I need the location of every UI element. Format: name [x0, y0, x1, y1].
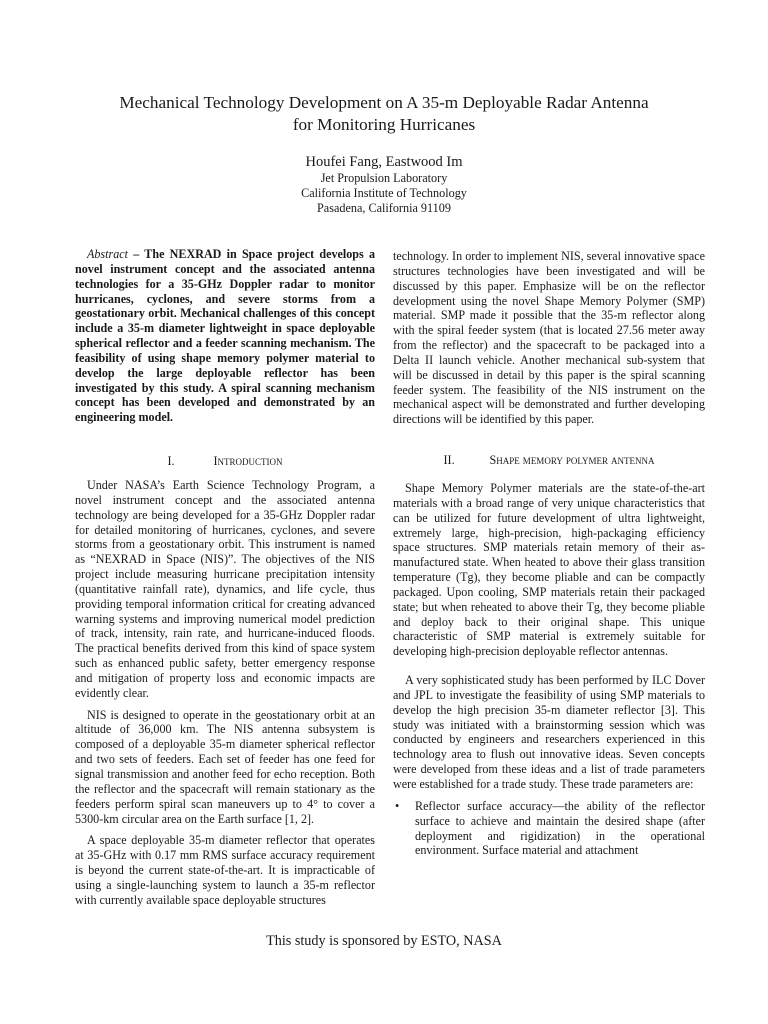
- body-paragraph: Shape Memory Polymer materials are the state-of-the-art materials with a broad range of very unique characteristics that can be utilized for future development of ultra lightweight, extremely large, high-precision, high-packaging efficiency space structures. SMP materials retain memory of their as-manufactured state. When heated to above their glass transition temperature (Tg), they become pliable and can be compactly packaged. Upon cooling, SMP materials retain their packaged state; but when reheated to above their Tg, they become pliable and deploy back to their original shape. This unique characteristic of SMP material is extremely suitable for developing high-precision deployable reflector antennas.: [393, 480, 705, 659]
- list-item: [393, 799, 705, 858]
- abstract-dash: –: [127, 247, 145, 261]
- title-line-2: for Monitoring Hurricanes: [292, 114, 476, 134]
- affiliation-line: Pasadena, California 91109: [317, 200, 451, 215]
- section-number: II.: [443, 453, 455, 468]
- list-item-text: Reflector surface accuracy—the ability of the reflector surface to achieve and maintain the desired shape (after deployment and rigidization) in the operational environment. Surface material and attachment: [415, 798, 705, 858]
- body-paragraph: technology. In order to implement NIS, several innovative space structures technologies have been investigated and will be discussed by this paper. Emphasize will be on the reflector development using the novel Shape Memory Polymer (SMP) material. SMP made it possible that the 35-m reflector along with the spiral feeder system (that is located 27.56 meter away from the reflector) and the spacecraft to be packaged into a Delta II launch vehicle. Another mechanical sub-system that will be discussed in detail by this paper is the spiral scanning feeder system. The feasibility of the NIS instrument on the mechanical aspect will be demonstrated and further developing directions will be identified by this paper.: [393, 249, 705, 427]
- abstract-text: The NEXRAD in Space project develops a novel instrument concept and the associated antenna technologies for a 35-GHz Doppler radar to monitor hurricanes, cyclones, and severe storms from a geostationary orbit. Mechanical challenges of this concept include a 35-m diameter lightweight in space deployable spherical reflector and a feeder scanning mechanism. The feasibility of using shape memory polymer material to develop the large deployable reflector has been investigated by this study. A spiral scanning mechanism concept has been developed and demonstrated by an engineering model.: [75, 247, 375, 425]
- body-paragraph: Under NASA’s Earth Science Technology Program, a novel instrument concept and the associated antenna technology are being developed for a 35-GHz Doppler radar for detailed monitoring of hurricanes, cyclones, and severe storms from a geostationary orbit. This instrument is named as “NEXRAD in Space (NIS)”. The objectives of the NIS project include measuring hurricane precipitation intensity (quantitative rainfall rate), dynamics, and life cycle, thus providing temporal information critical for creating advanced warning systems and improving numerical model prediction of track, intensity, rain rate, and hurricane-induced floods. The practical benefits derived from this kind of space system such as enhanced public safety, better emergency response and mitigation of property loss and economic impacts are evidently clear.: [75, 477, 375, 700]
- affiliation-line: Jet Propulsion Laboratory: [320, 171, 448, 185]
- section-number: I.: [167, 454, 175, 469]
- body-paragraph: A very sophisticated study has been performed by ILC Dover and JPL to investigate the feasibility of using SMP materials to develop the high precision 35-m diameter reflector [3]. This study was initiated with a brainstorming session which was conducted by engineers and researchers experienced in this technology area to flush out innovative ideas. Seven concepts were developed from these ideas and a list of trade parameters were established for a trade study. These trade parameters are:: [393, 673, 705, 791]
- section-title: Shape memory polymer antenna: [489, 453, 655, 468]
- paper-title: [64, 92, 704, 135]
- sponsor-footnote: This study is sponsored by ESTO, NASA: [266, 933, 502, 949]
- section-heading-smp: [393, 453, 705, 468]
- body-paragraph: A space deployable 35-m diameter reflector that operates at 35-GHz with 0.17 mm RMS surface accuracy requirement is beyond the current state-of-the-art. It is impracticable of using a single-launching system to launch a 35-m reflector with currently available space deployable structures: [75, 833, 375, 907]
- abstract-lead: Abstract: [87, 247, 128, 261]
- affiliation-line: California Institute of Technology: [301, 185, 467, 200]
- body-paragraph: NIS is designed to operate in the geostationary orbit at an altitude of 36,000 km. The NIS antenna subsystem is composed of a deployable 35-m diameter spherical reflector and two sets of feeders. Each set of feeder has one feed for signal transmission and another feed for echo reception. Both the reflector and the spacecraft will remain stationary as the feeders perform spiral scan maneuvers up to 4° to cover a 5300-km circular area on the Earth surface [1, 2].: [75, 707, 375, 826]
- trade-parameter-list: [393, 799, 705, 858]
- section-heading-introduction: [75, 454, 375, 469]
- authors: Houfei Fang, Eastwood Im: [305, 154, 463, 170]
- right-column: [393, 249, 705, 858]
- left-column: [75, 247, 375, 908]
- bullet-icon: •: [395, 798, 400, 813]
- title-line-1: Mechanical Technology Development on A 35-m Deployable Radar Antenna: [119, 93, 649, 112]
- section-title: Introduction: [213, 454, 283, 469]
- affiliation: [64, 171, 704, 215]
- abstract: [75, 247, 375, 425]
